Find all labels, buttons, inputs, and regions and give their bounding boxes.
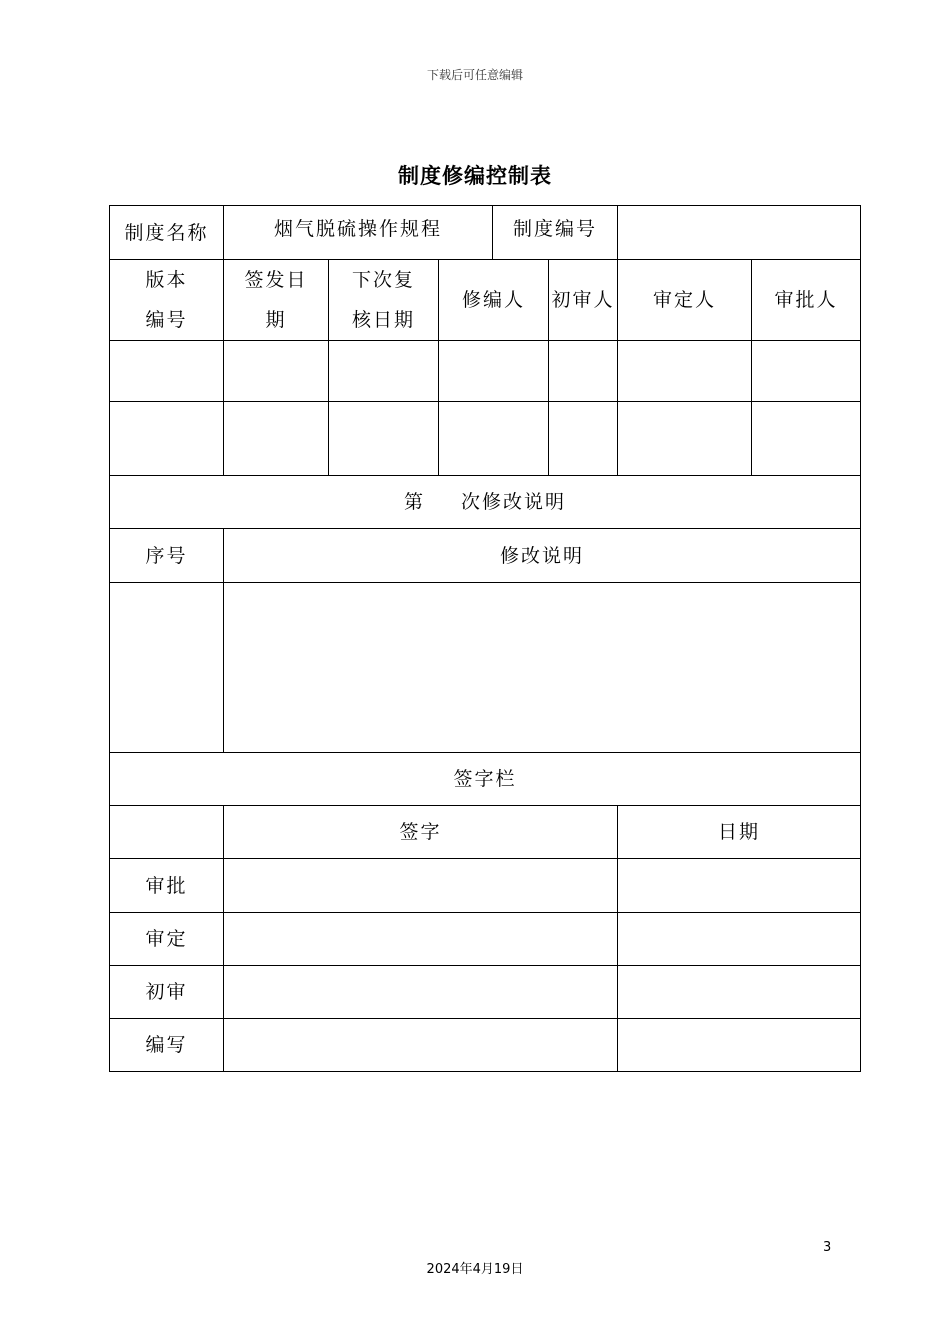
name-label: 制度名称 <box>110 206 224 260</box>
signature-role-label: 初审 <box>110 966 224 1019</box>
signature-row <box>110 966 861 1019</box>
signature-row <box>110 913 861 966</box>
sign-label: 签字 <box>224 806 618 859</box>
signature-cell[interactable] <box>224 1019 618 1072</box>
page-number: 3 <box>823 1240 832 1255</box>
description-label: 修改说明 <box>224 529 861 583</box>
signature-date-cell[interactable] <box>618 966 861 1019</box>
description-cell[interactable] <box>224 583 861 753</box>
footer-date: 2024年4月19日 <box>426 1262 524 1277</box>
signature-cell[interactable] <box>224 859 618 913</box>
control-table <box>109 205 861 1072</box>
first-reviewer-header: 初审人 <box>549 260 618 341</box>
signature-row <box>110 859 861 913</box>
revision-title-row <box>110 476 861 529</box>
revision-body-row <box>110 583 861 753</box>
signature-role-label: 编写 <box>110 1019 224 1072</box>
signature-header-row <box>110 806 861 859</box>
signature-date-cell[interactable] <box>618 1019 861 1072</box>
seq-cell[interactable] <box>110 583 224 753</box>
revision-title: 第 次修改说明 <box>110 476 861 529</box>
signature-row <box>110 1019 861 1072</box>
signature-role-label: 审批 <box>110 859 224 913</box>
signature-title-row <box>110 753 861 806</box>
next-review-header: 下次复 核日期 <box>329 260 439 341</box>
number-value[interactable] <box>618 206 861 260</box>
approver-header: 审定人 <box>618 260 752 341</box>
issue-date-header: 签发日 期 <box>224 260 329 341</box>
version-row <box>110 341 861 402</box>
number-label: 制度编号 <box>493 206 618 260</box>
document-title: 制度修编控制表 <box>398 164 552 188</box>
version-row <box>110 402 861 476</box>
signature-cell[interactable] <box>224 966 618 1019</box>
date-label: 日期 <box>618 806 861 859</box>
seq-label: 序号 <box>110 529 224 583</box>
name-row <box>110 206 861 260</box>
version-header-row <box>110 260 861 341</box>
revision-header-row <box>110 529 861 583</box>
editor-header: 修编人 <box>439 260 549 341</box>
header-note: 下载后可任意编辑 <box>426 68 523 82</box>
version-number-header: 版本 编号 <box>110 260 224 341</box>
authorizer-header: 审批人 <box>752 260 861 341</box>
signature-cell[interactable] <box>224 913 618 966</box>
signature-date-cell[interactable] <box>618 913 861 966</box>
name-value: 烟气脱硫操作规程 <box>224 206 493 260</box>
signature-date-cell[interactable] <box>618 859 861 913</box>
signature-role-label: 审定 <box>110 913 224 966</box>
signature-title: 签字栏 <box>110 753 861 806</box>
